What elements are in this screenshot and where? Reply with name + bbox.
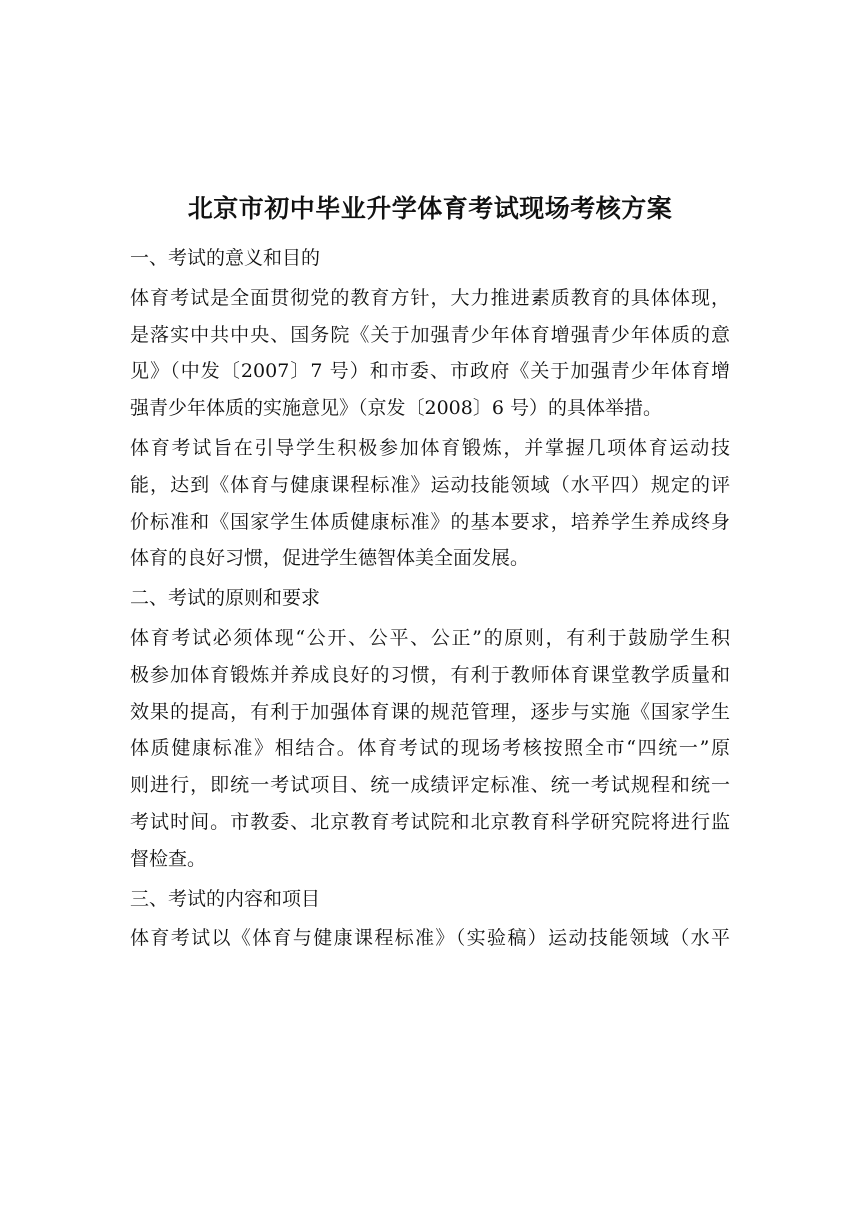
paragraph (130, 920, 730, 957)
document-title: 北京市初中毕业升学体育考试现场考核方案 (187, 193, 673, 223)
paragraph (130, 280, 730, 427)
text-line: 见》（中发〔2007〕7 号）和市委、市政府《关于加强青少年体育增 (130, 360, 730, 383)
text-line: 体育的良好习惯，促进学生德智体美全面发展。 (130, 547, 530, 570)
text-line: 效果的提高，有利于加强体育课的规范管理，逐步与实施《国家学生 (130, 700, 730, 723)
text-line: 考试时间。市教委、北京教育考试院和北京教育科学研究院将进行监 (130, 810, 730, 833)
text-line: 能，达到《体育与健康课程标准》运动技能领域（水平四）规定的评 (130, 473, 730, 496)
text-line: 督检查。 (130, 847, 207, 870)
text-line: 极参加体育锻炼并养成良好的习惯，有利于教师体育课堂教学质量和 (130, 663, 730, 686)
text-line: 体质健康标准》相结合。体育考试的现场考核按照全市“四统一”原 (130, 737, 730, 760)
text-line: 则进行，即统一考试项目、统一成绩评定标准、统一考试规程和统一 (130, 774, 730, 797)
text-line: 强青少年体质的实施意见》（京发〔2008〕6 号）的具体举措。 (130, 397, 662, 420)
section-principles (130, 580, 730, 877)
section-heading: 一、考试的意义和目的 (130, 247, 321, 269)
section-heading: 三、考试的内容和项目 (130, 887, 321, 910)
document-body (130, 240, 730, 960)
text-line: 价标准和《国家学生体质健康标准》的基本要求，培养学生养成终身 (130, 510, 730, 533)
section-heading: 二、考试的原则和要求 (130, 587, 321, 610)
text-line: 体育考试以《体育与健康课程标准》（实验稿）运动技能领域（水平 (130, 927, 730, 950)
paragraph (130, 620, 730, 878)
section-content-items (130, 881, 730, 958)
text-line: 体育考试是全面贯彻党的教育方针，大力推进素质教育的具体体现， (130, 286, 730, 309)
text-line: 是落实中共中央、国务院《关于加强青少年体育增强青少年体质的意 (130, 323, 730, 346)
text-line: 体育考试必须体现“公开、公平、公正”的原则，有利于鼓励学生积 (130, 626, 730, 649)
paragraph (130, 430, 730, 577)
text-line: 体育考试旨在引导学生积极参加体育锻炼，并掌握几项体育运动技 (130, 436, 730, 459)
section-purpose (130, 240, 730, 577)
